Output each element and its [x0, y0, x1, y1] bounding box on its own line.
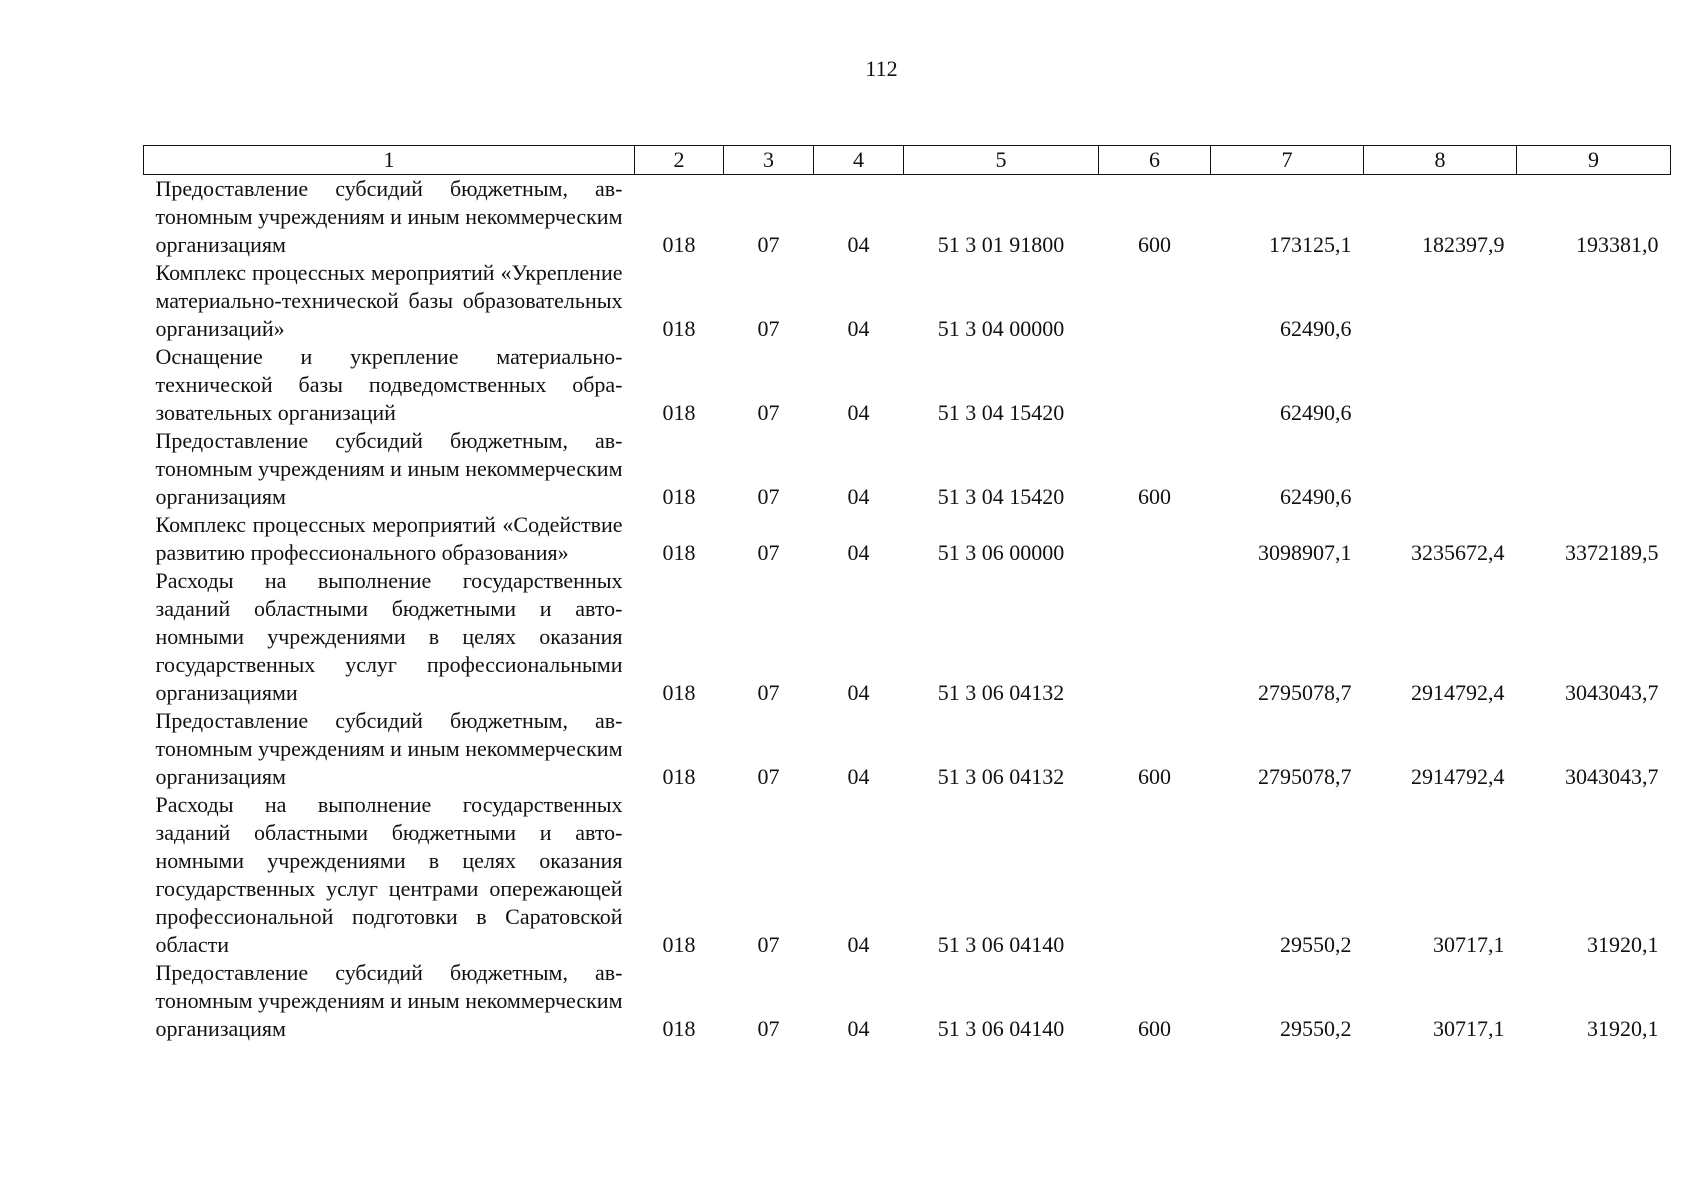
subsection-code-cell: 04	[847, 484, 870, 509]
amount-year-1-cell: 29550,2	[1280, 1016, 1352, 1041]
budget-table	[143, 145, 1671, 1043]
table-row	[144, 259, 1671, 343]
column-header: 6	[1099, 146, 1211, 175]
target-article-cell: 51 3 04 00000	[937, 316, 1065, 341]
column-header: 1	[144, 146, 635, 175]
ministry-code-cell: 018	[662, 680, 696, 705]
item-name-cell: Предоставление субсидий бюджетным, автономным учреждениям и иным некоммерческим организациям	[155, 960, 623, 1041]
amount-year-1-cell: 3098907,1	[1258, 540, 1352, 565]
column-header: 8	[1364, 146, 1517, 175]
target-article-cell: 51 3 06 04140	[937, 1016, 1065, 1041]
expense-type-cell	[1099, 259, 1211, 343]
item-name-cell: Предоставление субсидий бюджетным, автономным учреждениям и иным некоммерческим организациям	[155, 428, 623, 509]
subsection-code-cell: 04	[847, 232, 870, 257]
subsection-code-cell: 04	[847, 764, 870, 789]
target-article-cell: 51 3 01 91800	[937, 232, 1065, 257]
table-body	[144, 175, 1671, 1044]
section-code-cell: 07	[757, 680, 780, 705]
table-row	[144, 343, 1671, 427]
expense-type-cell: 600	[1138, 232, 1171, 257]
amount-year-3-cell	[1517, 259, 1671, 343]
target-article-cell: 51 3 06 04132	[937, 680, 1065, 705]
expense-type-cell	[1099, 343, 1211, 427]
expense-type-cell	[1099, 791, 1211, 959]
table-row	[144, 511, 1671, 567]
expense-type-cell: 600	[1138, 1016, 1171, 1041]
subsection-code-cell: 04	[847, 1016, 870, 1041]
amount-year-2-cell: 2914792,4	[1411, 764, 1505, 789]
ministry-code-cell: 018	[662, 316, 696, 341]
amount-year-2-cell: 3235672,4	[1411, 540, 1505, 565]
amount-year-2-cell: 30717,1	[1433, 932, 1505, 957]
expense-type-cell: 600	[1138, 764, 1171, 789]
subsection-code-cell: 04	[847, 400, 870, 425]
table-row	[144, 707, 1671, 791]
column-header: 3	[724, 146, 814, 175]
amount-year-1-cell: 29550,2	[1280, 932, 1352, 957]
target-article-cell: 51 3 04 15420	[937, 400, 1065, 425]
amount-year-1-cell: 2795078,7	[1258, 680, 1352, 705]
ministry-code-cell: 018	[662, 232, 696, 257]
amount-year-2-cell: 30717,1	[1433, 1016, 1505, 1041]
amount-year-1-cell: 62490,6	[1280, 484, 1352, 509]
amount-year-2-cell: 2914792,4	[1411, 680, 1505, 705]
section-code-cell: 07	[757, 232, 780, 257]
section-code-cell: 07	[757, 1016, 780, 1041]
column-header: 2	[635, 146, 724, 175]
subsection-code-cell: 04	[847, 932, 870, 957]
amount-year-1-cell: 62490,6	[1280, 316, 1352, 341]
amount-year-3-cell	[1517, 343, 1671, 427]
table-row	[144, 791, 1671, 959]
table-row	[144, 567, 1671, 707]
item-name-cell: Комплекс процессных мероприятий «Укрепление материально-технической базы образовательных организаций»	[155, 260, 623, 341]
amount-year-3-cell: 31920,1	[1587, 932, 1659, 957]
amount-year-2-cell	[1364, 343, 1517, 427]
amount-year-3-cell: 3372189,5	[1565, 540, 1659, 565]
subsection-code-cell: 04	[847, 680, 870, 705]
table-row	[144, 959, 1671, 1043]
amount-year-3-cell: 3043043,7	[1565, 680, 1659, 705]
ministry-code-cell: 018	[662, 400, 696, 425]
column-header: 4	[814, 146, 904, 175]
expense-type-cell	[1099, 511, 1211, 567]
ministry-code-cell: 018	[662, 1016, 696, 1041]
item-name-cell: Предоставление субсидий бюджетным, автономным учреждениям и иным некоммерческим организациям	[155, 708, 623, 789]
subsection-code-cell: 04	[847, 540, 870, 565]
ministry-code-cell: 018	[662, 764, 696, 789]
column-header: 7	[1211, 146, 1364, 175]
amount-year-3-cell	[1517, 427, 1671, 511]
amount-year-2-cell	[1364, 427, 1517, 511]
target-article-cell: 51 3 06 04132	[937, 764, 1065, 789]
item-name-cell: Оснащение и укрепление материально-технической базы подведомственных образовательных организаций	[155, 344, 623, 425]
amount-year-3-cell: 31920,1	[1587, 1016, 1659, 1041]
section-code-cell: 07	[757, 316, 780, 341]
ministry-code-cell: 018	[662, 540, 696, 565]
amount-year-1-cell: 173125,1	[1269, 232, 1352, 257]
amount-year-1-cell: 2795078,7	[1258, 764, 1352, 789]
page-number: 112	[865, 56, 898, 81]
column-number-header	[144, 146, 1671, 175]
ministry-code-cell: 018	[662, 932, 696, 957]
section-code-cell: 07	[757, 400, 780, 425]
amount-year-1-cell: 62490,6	[1280, 400, 1352, 425]
target-article-cell: 51 3 06 00000	[937, 540, 1065, 565]
item-name-cell: Расходы на выполнение государственных заданий областными бюджетными и автономными учреждениями в целях оказания государственных услуг центрами опережающей профессиональной подготовки в Саратовской области	[155, 792, 623, 957]
section-code-cell: 07	[757, 932, 780, 957]
item-name-cell: Расходы на выполнение государственных заданий областными бюджетными и автономными учреждениями в целях оказания государственных услуг профессиональными организациями	[155, 568, 623, 705]
column-header: 9	[1517, 146, 1671, 175]
subsection-code-cell: 04	[847, 316, 870, 341]
column-header: 5	[904, 146, 1099, 175]
amount-year-3-cell: 193381,0	[1576, 232, 1659, 257]
amount-year-2-cell	[1364, 259, 1517, 343]
expense-type-cell	[1099, 567, 1211, 707]
table-row	[144, 427, 1671, 511]
section-code-cell: 07	[757, 540, 780, 565]
ministry-code-cell: 018	[662, 484, 696, 509]
amount-year-3-cell: 3043043,7	[1565, 764, 1659, 789]
expense-type-cell: 600	[1138, 484, 1171, 509]
amount-year-2-cell: 182397,9	[1422, 232, 1505, 257]
section-code-cell: 07	[757, 484, 780, 509]
table-row	[144, 175, 1671, 260]
target-article-cell: 51 3 04 15420	[937, 484, 1065, 509]
item-name-cell: Комплекс процессных мероприятий «Содействие развитию профессионального образования»	[155, 512, 623, 565]
item-name-cell: Предоставление субсидий бюджетным, автономным учреждениям и иным некоммерческим организациям	[155, 176, 623, 257]
target-article-cell: 51 3 06 04140	[937, 932, 1065, 957]
section-code-cell: 07	[757, 764, 780, 789]
